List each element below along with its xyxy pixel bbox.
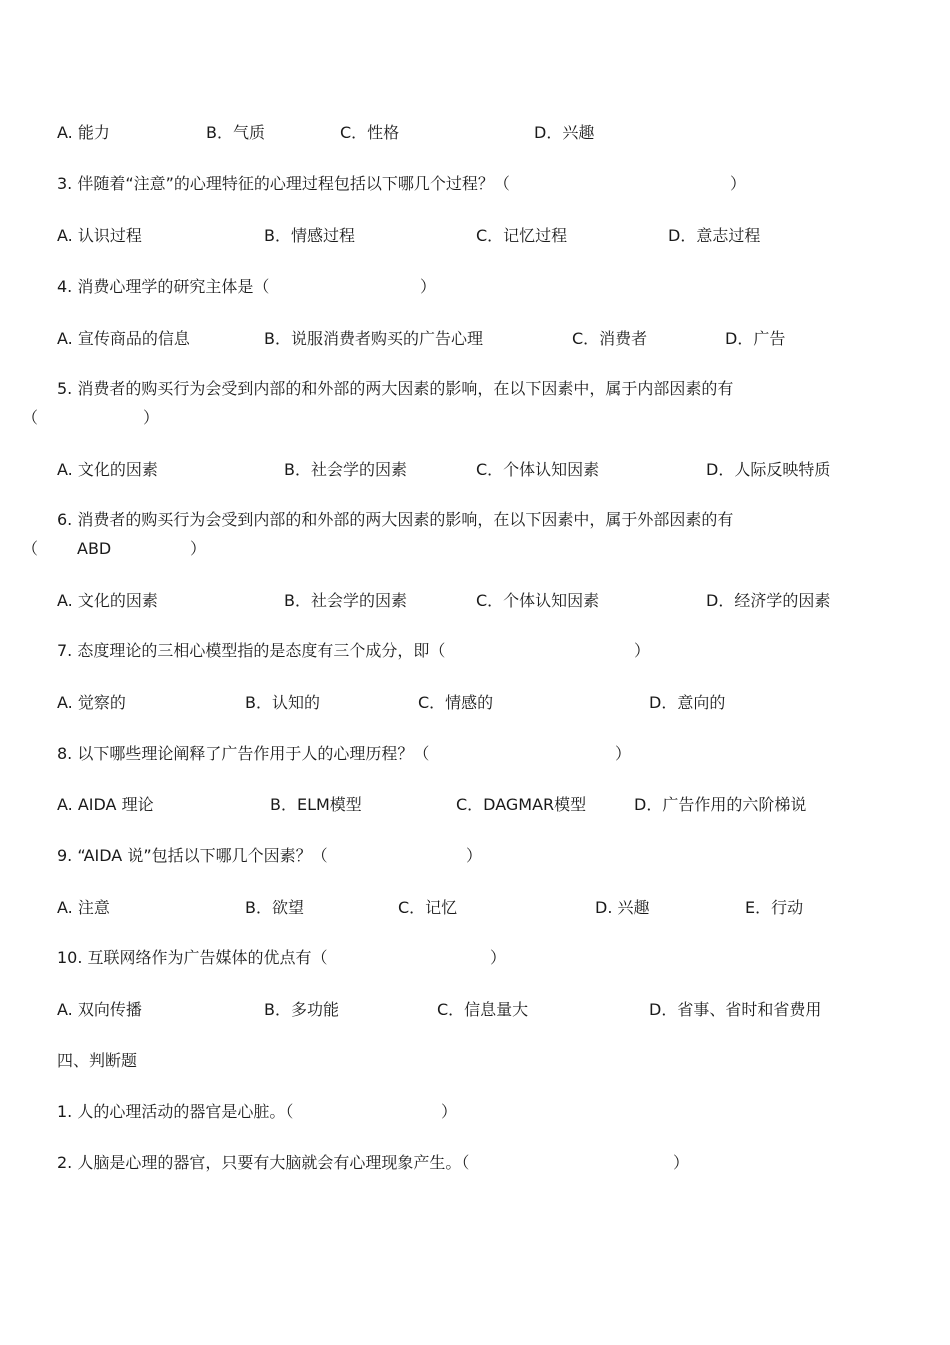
option-d: D. 兴趣 bbox=[595, 898, 650, 917]
option-d: D．兴趣 bbox=[534, 123, 595, 142]
option-c: C．DAGMAR模型 bbox=[456, 795, 587, 814]
question-4: 4. 消费心理学的研究主体是（ bbox=[57, 277, 270, 296]
option-d: D．广告 bbox=[725, 329, 786, 348]
option-e: E．行动 bbox=[745, 898, 804, 917]
option-a: A. 认识过程 bbox=[57, 226, 142, 245]
option-c: C．记忆过程 bbox=[476, 226, 568, 245]
question-9-close-paren: ） bbox=[466, 846, 483, 865]
option-c: C．记忆 bbox=[398, 898, 458, 917]
option-b: B．社会学的因素 bbox=[284, 591, 407, 610]
option-d: D．意志过程 bbox=[668, 226, 761, 245]
option-b: B．情感过程 bbox=[264, 226, 355, 245]
section-heading: 四、判断题 bbox=[57, 1051, 138, 1070]
option-c: C．性格 bbox=[340, 123, 400, 142]
question-10-close-paren: ） bbox=[490, 948, 507, 967]
option-b: B．气质 bbox=[206, 123, 265, 142]
question-5-open-paren: （ bbox=[22, 408, 39, 427]
question-6-answer: ABD bbox=[77, 539, 112, 558]
option-d: D．省事、省时和省费用 bbox=[649, 1000, 822, 1019]
option-b: B．多功能 bbox=[264, 1000, 339, 1019]
option-d: D．人际反映特质 bbox=[706, 460, 831, 479]
judgment-1-close-paren: ） bbox=[441, 1102, 458, 1121]
option-a: A. 宣传商品的信息 bbox=[57, 329, 190, 348]
option-b: B．社会学的因素 bbox=[284, 460, 407, 479]
option-a: A. AIDA 理论 bbox=[57, 795, 154, 814]
option-d: D．广告作用的六阶梯说 bbox=[634, 795, 807, 814]
question-5: 5. 消费者的购买行为会受到内部的和外部的两大因素的影响，在以下因素中，属于内部因素的有 bbox=[57, 379, 734, 398]
option-a: A. 文化的因素 bbox=[57, 591, 158, 610]
option-c: C．个体认知因素 bbox=[476, 591, 600, 610]
option-a: A. 双向传播 bbox=[57, 1000, 142, 1019]
option-c: C．信息量大 bbox=[437, 1000, 529, 1019]
option-a: A. 注意 bbox=[57, 898, 110, 917]
question-6-close-paren: ） bbox=[190, 539, 207, 558]
option-d: D．意向的 bbox=[649, 693, 726, 712]
option-b: B．欲望 bbox=[245, 898, 304, 917]
question-6: 6. 消费者的购买行为会受到内部的和外部的两大因素的影响，在以下因素中，属于外部因素的有 bbox=[57, 510, 734, 529]
question-8-close-paren: ） bbox=[615, 744, 632, 763]
question-8: 8. 以下哪些理论阐释了广告作用于人的心理历程？（ bbox=[57, 744, 430, 763]
question-4-close-paren: ） bbox=[420, 277, 437, 296]
question-10: 10. 互联网络作为广告媒体的优点有（ bbox=[57, 948, 328, 967]
option-c: C．情感的 bbox=[418, 693, 494, 712]
question-9: 9. “AIDA 说”包括以下哪几个因素？（ bbox=[57, 846, 328, 865]
option-a: A. 文化的因素 bbox=[57, 460, 158, 479]
question-6-open-paren: （ bbox=[22, 539, 39, 558]
question-3: 3. 伴随着“注意”的心理特征的心理过程包括以下哪几个过程？（ bbox=[57, 174, 510, 193]
option-c: C．个体认知因素 bbox=[476, 460, 600, 479]
option-a: A. 觉察的 bbox=[57, 693, 126, 712]
option-c: C．消费者 bbox=[572, 329, 648, 348]
option-a: A. 能力 bbox=[57, 123, 110, 142]
judgment-1: 1. 人的心理活动的器官是心脏。（ bbox=[57, 1102, 294, 1121]
option-d: D．经济学的因素 bbox=[706, 591, 831, 610]
judgment-2: 2. 人脑是心理的器官，只要有大脑就会有心理现象产生。（ bbox=[57, 1153, 470, 1172]
option-b: B．认知的 bbox=[245, 693, 320, 712]
question-3-close-paren: ） bbox=[730, 174, 747, 193]
question-7: 7. 态度理论的三相心模型指的是态度有三个成分，即（ bbox=[57, 641, 446, 660]
option-b: B．说服消费者购买的广告心理 bbox=[264, 329, 483, 348]
judgment-2-close-paren: ） bbox=[673, 1153, 690, 1172]
question-5-close-paren: ） bbox=[143, 408, 160, 427]
option-b: B．ELM模型 bbox=[270, 795, 362, 814]
question-7-close-paren: ） bbox=[634, 641, 651, 660]
